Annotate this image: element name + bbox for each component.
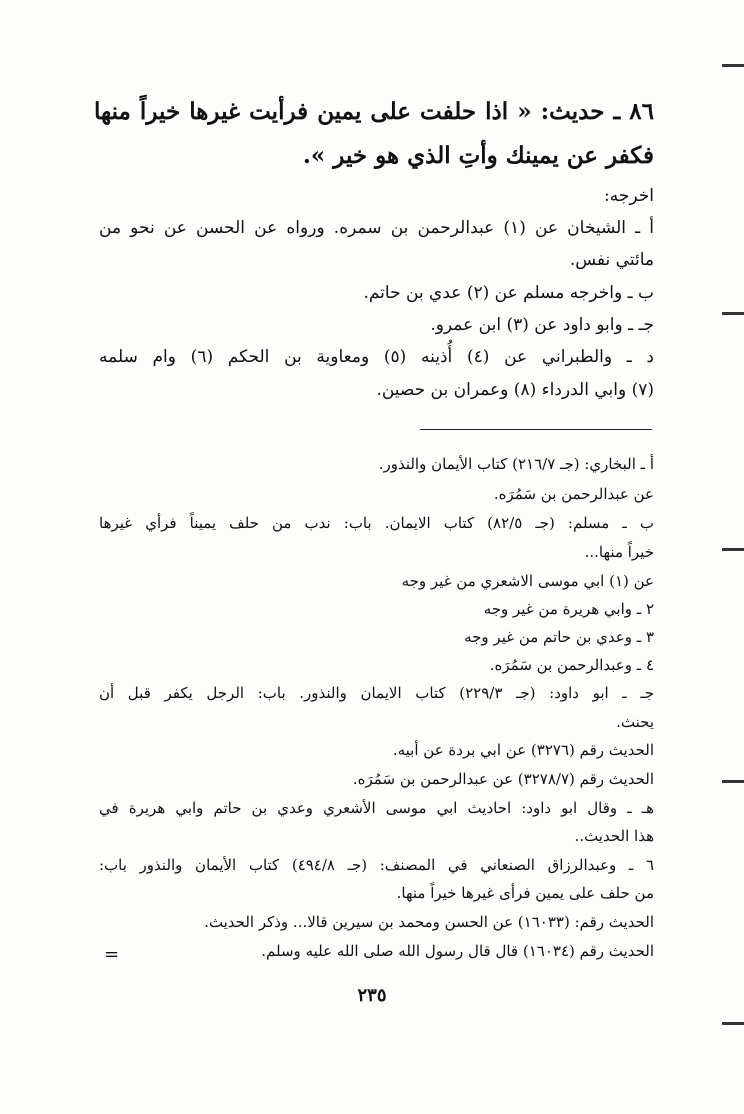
- takhrij-line-a1: أ ـ الشيخان عن (١) عبدالرحمن بن سمره. ورواه عن الحسن عن نحو من: [99, 218, 655, 238]
- footnote-line: ٦ ـ وعبدالرزاق الصنعاني في المصنف: (جـ ٤٩٤/٨) كتاب الأيمان والنذور باب:: [99, 856, 654, 874]
- footnote-line: هـ ـ وقال ابو داود: احاديث ابي موسى الأشعري وعدي بن حاتم وابي هريرة في: [99, 799, 654, 817]
- scan-edge-mark: [722, 1022, 744, 1025]
- footnote-line: الحديث رقم (١٦٠٣٤) قال قال رسول الله صلى الله عليه وسلم.: [261, 942, 654, 960]
- takhrij-line-a2: مائتي نفس.: [569, 250, 654, 270]
- takhrij-line-c: جـ ـ وابو داود عن (٣) ابن عمرو.: [430, 315, 654, 335]
- continuation-mark: =: [104, 944, 120, 965]
- takhrij-label: اخرجه:: [604, 186, 654, 206]
- footnote-line: هذا الحديث..: [574, 827, 654, 845]
- takhrij-line-b: ب ـ واخرجه مسلم عن (٢) عدي بن حاتم.: [363, 283, 654, 303]
- footnote-line: جـ ـ ابو داود: (جـ ٢٢٩/٣) كتاب الايمان والنذور. باب: الرجل يكفر قبل أن: [99, 684, 654, 702]
- footnote-line: ٢ ـ وابي هريرة من غير وجه: [483, 600, 654, 618]
- footnote-line: الحديث رقم (٣٢٧٦) عن ابي بردة عن أبيه.: [392, 741, 654, 759]
- footnote-line: يحنث.: [616, 713, 654, 731]
- footnote-line: الحديث رقم (٣٢٧٨/٧) عن عبدالرحمن بن سَمُرَه.: [352, 770, 654, 788]
- footnote-separator: [420, 429, 652, 430]
- footnote-line: عن عبدالرحمن بن سَمُرَه.: [493, 485, 654, 503]
- scan-edge-mark: [722, 780, 744, 783]
- scan-edge-mark: [722, 548, 744, 551]
- page-number: ٢٣٥: [357, 985, 387, 1006]
- takhrij-line-d2: (٧) وابي الدرداء (٨) وعمران بن حصين.: [376, 380, 654, 400]
- footnote-line: أ ـ البخاري: (جـ ٢١٦/٧) كتاب الأيمان والنذور.: [378, 455, 654, 473]
- footnote-line: الحديث رقم: (١٦٠٣٣) عن الحسن ومحمد بن سيرين قالا... وذكر الحديث.: [204, 913, 654, 931]
- footnote-line: ٤ ـ وعبدالرحمن بن سَمُرَه.: [489, 656, 654, 674]
- scan-edge-mark: [722, 312, 744, 315]
- footnote-line: من حلف على يمين فرأى غيرها خيراً منها.: [396, 884, 654, 902]
- hadith-heading-line-2: فكفر عن يمينك وأتِ الذي هو خير ».: [302, 142, 654, 169]
- footnote-line: عن (١) ابي موسى الاشعري من غير وجه: [401, 572, 654, 590]
- footnote-line: ب ـ مسلم: (جـ ٨٢/٥) كتاب الايمان. باب: ندب من حلف يميناً فرأي غيرها: [99, 514, 654, 532]
- footnote-line: ٣ ـ وعدي بن حاتم من غير وجه: [464, 628, 654, 646]
- scan-edge-mark: [722, 64, 744, 67]
- takhrij-line-d1: د ـ والطبراني عن (٤) أُذينه (٥) ومعاوية بن الحكم (٦) وام سلمه: [99, 347, 655, 367]
- footnote-line: خيراً منها...: [584, 543, 654, 561]
- hadith-heading-line-1: ٨٦ ـ حديث: « اذا حلفت على يمين فرأيت غيرها خيراً منها: [94, 98, 654, 125]
